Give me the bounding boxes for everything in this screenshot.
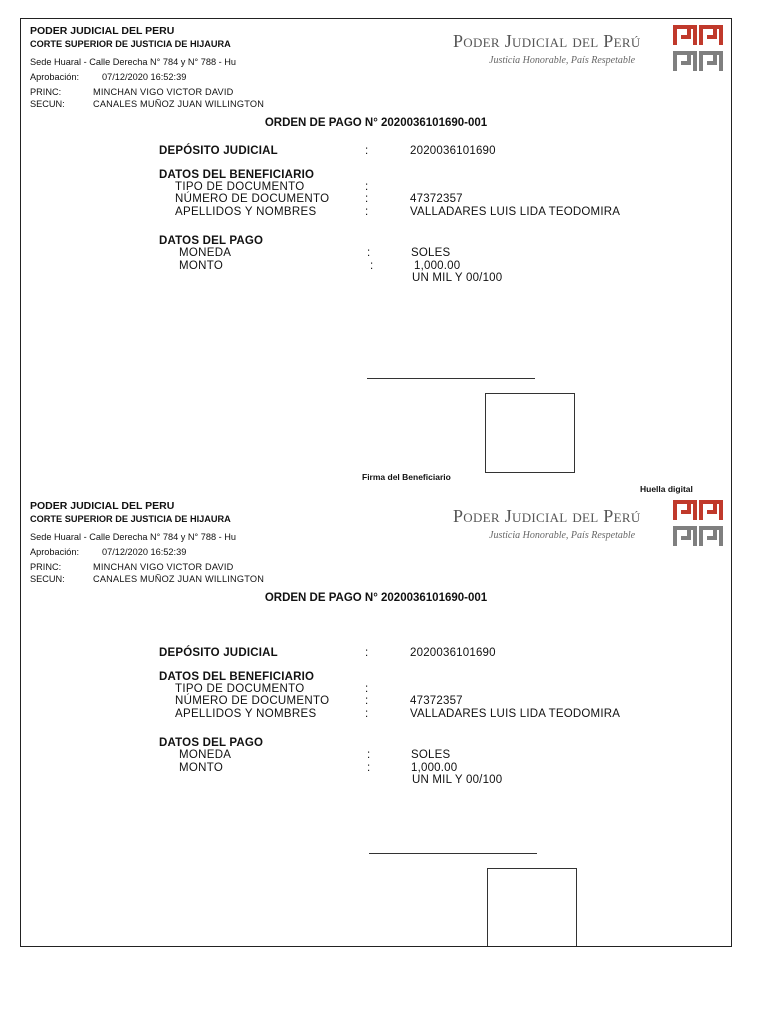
apellidos-label: APELLIDOS Y NOMBRES xyxy=(175,708,317,720)
court-subtitle: CORTE SUPERIOR DE JUSTICIA DE HIJAURA xyxy=(30,39,231,49)
order-title: ORDEN DE PAGO N° 2020036101690-001 xyxy=(264,117,488,129)
colon: : xyxy=(365,708,369,720)
brand-motto: Justicia Honorable, País Respetable xyxy=(489,55,636,66)
colon: : xyxy=(365,181,369,193)
aprobacion-label: Aprobación: xyxy=(30,547,80,557)
princ-label: PRINC: xyxy=(30,562,62,572)
fingerprint-box xyxy=(485,393,575,473)
apellidos-value: VALLADARES LUIS LIDA TEODOMIRA xyxy=(410,206,621,218)
colon: : xyxy=(367,247,371,259)
deposito-value: 2020036101690 xyxy=(410,647,496,659)
princ-value: MINCHAN VIGO VICTOR DAVID xyxy=(93,562,234,572)
pago-heading: DATOS DEL PAGO xyxy=(159,737,264,749)
payment-order-copy-2 xyxy=(20,494,732,947)
aprobacion-value: 07/12/2020 16:52:39 xyxy=(102,547,187,557)
moneda-label: MONEDA xyxy=(179,749,232,761)
court-title: PODER JUDICIAL DEL PERU xyxy=(30,25,175,37)
monto-label: MONTO xyxy=(179,260,224,272)
brand-name: Poder Judicial del Perú xyxy=(453,506,641,526)
deposito-value: 2020036101690 xyxy=(410,145,496,157)
apellidos-value: VALLADARES LUIS LIDA TEODOMIRA xyxy=(410,708,621,720)
signature-line xyxy=(369,853,537,854)
tipo-doc-label: TIPO DE DOCUMENTO xyxy=(175,683,305,695)
monto-words: UN MIL Y 00/100 xyxy=(412,774,503,786)
monto-words: UN MIL Y 00/100 xyxy=(412,272,503,284)
aprobacion-value: 07/12/2020 16:52:39 xyxy=(102,72,187,82)
colon: : xyxy=(367,749,371,761)
court-subtitle: CORTE SUPERIOR DE JUSTICIA DE HIJAURA xyxy=(30,514,231,524)
pago-heading: DATOS DEL PAGO xyxy=(159,235,264,247)
colon: : xyxy=(365,145,369,157)
moneda-label: MONEDA xyxy=(179,247,232,259)
deposito-label: DEPÓSITO JUDICIAL xyxy=(159,647,278,659)
beneficiario-heading: DATOS DEL BENEFICIARIO xyxy=(159,671,315,683)
secun-value: CANALES MUÑOZ JUAN WILLINGTON xyxy=(93,574,265,584)
num-doc-value: 47372357 xyxy=(410,695,463,707)
colon: : xyxy=(365,683,369,695)
order-title: ORDEN DE PAGO N° 2020036101690-001 xyxy=(264,592,488,604)
colon: : xyxy=(365,206,369,218)
apellidos-label: APELLIDOS Y NOMBRES xyxy=(175,206,317,218)
court-title: PODER JUDICIAL DEL PERU xyxy=(30,500,175,512)
num-doc-value: 47372357 xyxy=(410,193,463,205)
moneda-value: SOLES xyxy=(411,749,451,761)
fingerprint-box xyxy=(487,868,577,947)
moneda-value: SOLES xyxy=(411,247,451,259)
colon: : xyxy=(365,193,369,205)
colon: : xyxy=(365,695,369,707)
sede-address: Sede Huaral - Calle Derecha N° 784 y N° 788 - Hu xyxy=(30,57,236,67)
poder-judicial-logo-icon xyxy=(671,498,727,555)
num-doc-label: NÚMERO DE DOCUMENTO xyxy=(175,695,330,707)
brand-motto: Justicia Honorable, País Respetable xyxy=(489,530,636,541)
princ-label: PRINC: xyxy=(30,87,62,97)
colon: : xyxy=(367,762,371,774)
poder-judicial-logo-icon xyxy=(671,23,727,80)
monto-label: MONTO xyxy=(179,762,224,774)
colon: : xyxy=(365,647,369,659)
monto-value: 1,000.00 xyxy=(414,260,461,272)
tipo-doc-label: TIPO DE DOCUMENTO xyxy=(175,181,305,193)
sede-address: Sede Huaral - Calle Derecha N° 784 y N° 788 - Hu xyxy=(30,532,236,542)
beneficiario-heading: DATOS DEL BENEFICIARIO xyxy=(159,169,315,181)
num-doc-label: NÚMERO DE DOCUMENTO xyxy=(175,193,330,205)
monto-value: 1,000.00 xyxy=(411,762,458,774)
princ-value: MINCHAN VIGO VICTOR DAVID xyxy=(93,87,234,97)
brand-name: Poder Judicial del Perú xyxy=(453,31,641,51)
secun-label: SECUN: xyxy=(30,99,65,109)
payment-order-copy-1 xyxy=(20,18,732,495)
colon: : xyxy=(370,260,374,272)
firma-label: Firma del Beneficiario xyxy=(362,472,451,482)
secun-value: CANALES MUÑOZ JUAN WILLINGTON xyxy=(93,99,265,109)
secun-label: SECUN: xyxy=(30,574,65,584)
aprobacion-label: Aprobación: xyxy=(30,72,80,82)
deposito-label: DEPÓSITO JUDICIAL xyxy=(159,145,278,157)
signature-line xyxy=(367,378,535,379)
huella-label: Huella digital xyxy=(640,484,693,494)
